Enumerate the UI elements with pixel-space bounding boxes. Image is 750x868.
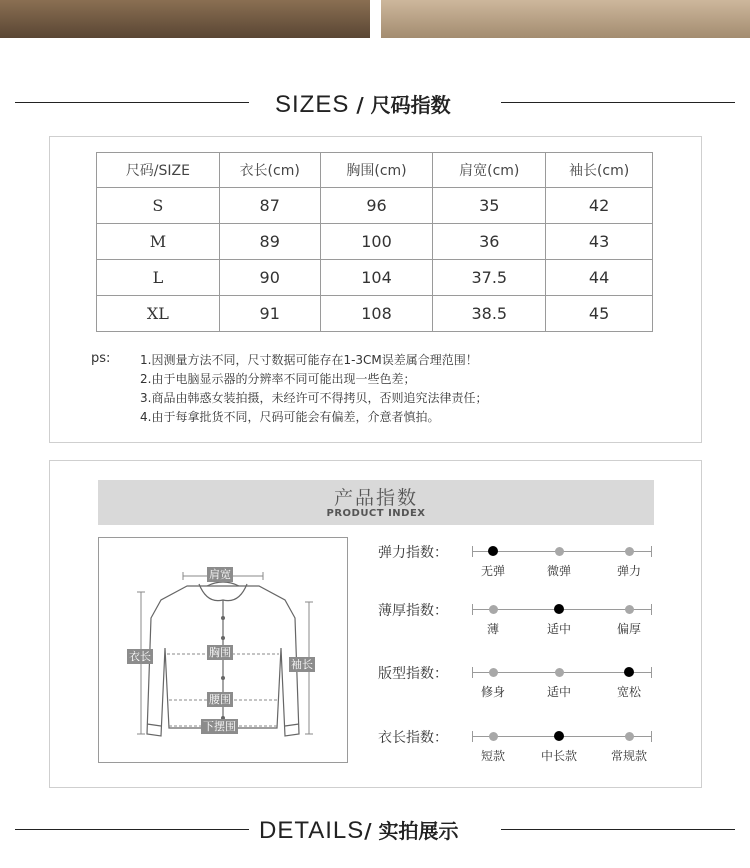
index-option-label: 修身	[480, 685, 506, 699]
index-selected-dot	[554, 731, 564, 741]
shoulder-cell: 35	[433, 188, 546, 224]
table-row	[97, 260, 653, 296]
table-row	[97, 188, 653, 224]
index-option-label: 适中	[546, 685, 572, 699]
index-scale-tick	[651, 604, 652, 615]
index-scale-tick	[651, 546, 652, 557]
product-photo-left	[0, 0, 370, 38]
index-scale-tick	[472, 604, 473, 615]
product-index-banner	[98, 480, 654, 525]
table-row	[97, 224, 653, 260]
header-shoulder: 肩宽(cm)	[433, 153, 546, 188]
header-divider-right	[501, 102, 735, 103]
notes-label: ps:	[91, 351, 111, 366]
length-cell: 90	[219, 260, 320, 296]
details-title-cn: 实拍展示	[378, 819, 459, 843]
index-selected-dot	[624, 667, 634, 677]
product-index-title-cn: 产品指数	[333, 487, 418, 509]
index-selected-dot	[488, 546, 498, 556]
index-option-label: 宽松	[616, 685, 642, 699]
header-chest: 胸围(cm)	[320, 153, 433, 188]
index-dot	[625, 547, 634, 556]
shoulder-cell: 37.5	[433, 260, 546, 296]
chest-cell: 108	[320, 296, 433, 332]
size-cell: S	[97, 188, 220, 224]
length-cell: 89	[219, 224, 320, 260]
index-dot	[489, 668, 498, 677]
index-dot	[625, 732, 634, 741]
index-scale-tick	[472, 667, 473, 678]
size-cell: L	[97, 260, 220, 296]
header-divider-right	[501, 829, 735, 830]
index-dot	[625, 605, 634, 614]
shoulder-tag: 肩宽	[209, 568, 231, 581]
index-scale-tick	[651, 667, 652, 678]
chest-cell: 100	[320, 224, 433, 260]
shoulder-cell: 38.5	[433, 296, 546, 332]
chest-tag: 胸围	[209, 646, 231, 659]
index-option-label: 中长款	[540, 749, 578, 763]
product-photo-right	[381, 0, 750, 38]
index-scale-tick	[651, 731, 652, 742]
index-dot	[489, 605, 498, 614]
note-line: 1.因测量方法不同，尺寸数据可能存在1-3CM误差属合理范围！	[140, 353, 478, 367]
size-table-header-row	[97, 153, 653, 188]
index-option-label: 薄	[486, 622, 500, 636]
index-option-label: 适中	[546, 622, 572, 636]
index-option-label: 常规款	[610, 749, 648, 763]
sleeve-tag: 袖长	[291, 658, 313, 671]
index-label: 薄厚指数：	[378, 603, 448, 619]
header-divider-left	[15, 102, 249, 103]
sizes-section-title	[275, 89, 451, 119]
sleeve-cell: 42	[546, 188, 653, 224]
index-option-label: 短款	[480, 749, 506, 763]
sleeve-cell: 44	[546, 260, 653, 296]
index-option-label: 微弹	[546, 564, 572, 578]
index-scale-tick	[472, 546, 473, 557]
chest-cell: 104	[320, 260, 433, 296]
header-divider-left	[15, 829, 249, 830]
waist-tag: 腰围	[209, 693, 231, 706]
shoulder-cell: 36	[433, 224, 546, 260]
sizes-title-sep: /	[349, 93, 371, 117]
sizes-title-cn: 尺码指数	[370, 93, 451, 117]
details-section-title	[259, 815, 459, 845]
note-line: 3.商品由韩惑女装拍摄，未经许可不得拷贝，否则追究法律责任；	[140, 391, 488, 405]
index-scale-tick	[472, 731, 473, 742]
details-title-sep: /	[364, 819, 379, 843]
sleeve-cell: 43	[546, 224, 653, 260]
note-line: 4.由于每拿批货不同，尺码可能会有偏差，介意者慎拍。	[140, 410, 440, 424]
index-dot	[489, 732, 498, 741]
index-option-label: 无弹	[480, 564, 506, 578]
index-dot	[555, 547, 564, 556]
length-cell: 91	[219, 296, 320, 332]
header-sleeve: 袖长(cm)	[546, 153, 653, 188]
sleeve-cell: 45	[546, 296, 653, 332]
sizes-title-en: SIZES	[275, 91, 350, 118]
table-row	[97, 296, 653, 332]
index-label: 版型指数：	[378, 666, 448, 682]
length-cell: 87	[219, 188, 320, 224]
note-line: 2.由于电脑显示器的分辨率不同可能出现一些色差；	[140, 372, 416, 386]
chest-cell: 96	[320, 188, 433, 224]
details-title-en: DETAILS	[259, 817, 365, 844]
index-option-label: 偏厚	[616, 622, 642, 636]
index-label: 衣长指数：	[378, 730, 448, 746]
index-dot	[555, 668, 564, 677]
index-selected-dot	[554, 604, 564, 614]
measurement-diagram	[98, 537, 348, 763]
header-size: 尺码/SIZE	[97, 153, 220, 188]
size-table	[96, 152, 653, 332]
length-tag: 衣长	[129, 650, 151, 663]
size-cell: XL	[97, 296, 220, 332]
hem-tag: 下摆围	[203, 720, 236, 733]
size-cell: M	[97, 224, 220, 260]
index-label: 弹力指数：	[378, 545, 448, 561]
product-index-title-en: PRODUCT INDEX	[326, 508, 426, 519]
header-length: 衣长(cm)	[219, 153, 320, 188]
index-option-label: 弹力	[616, 564, 642, 578]
